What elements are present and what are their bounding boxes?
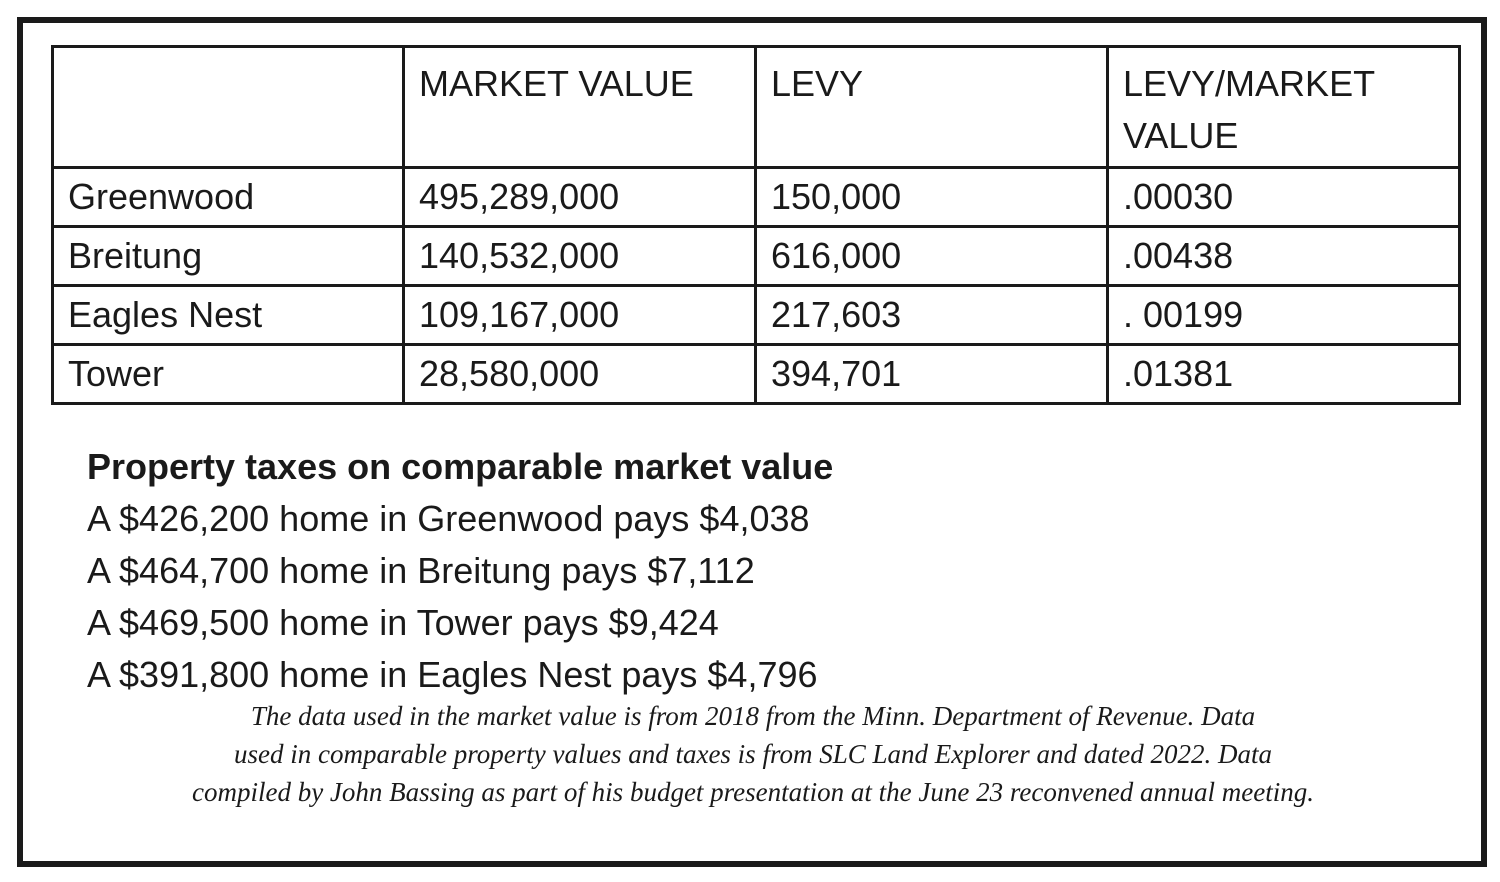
cell-market-value: 109,167,000 (404, 286, 756, 345)
graphic-frame (17, 17, 1487, 867)
cell-ratio: . 00199 (1108, 286, 1460, 345)
cell-levy: 616,000 (756, 227, 1108, 286)
cell-levy: 394,701 (756, 345, 1108, 404)
cell-levy: 150,000 (756, 168, 1108, 227)
cell-levy: 217,603 (756, 286, 1108, 345)
property-tax-summary (87, 441, 833, 701)
levy-table (51, 45, 1461, 405)
header-cell-levy: LEVY (756, 47, 1108, 168)
table-row-breitung (53, 227, 1460, 286)
cell-name: Eagles Nest (53, 286, 404, 345)
cell-market-value: 495,289,000 (404, 168, 756, 227)
cell-name: Tower (53, 345, 404, 404)
cell-market-value: 140,532,000 (404, 227, 756, 286)
table-row-greenwood (53, 168, 1460, 227)
summary-line-greenwood: A $426,200 home in Greenwood pays $4,038 (87, 498, 810, 539)
header-cell-levy-market-value: LEVY/MARKET VALUE (1108, 47, 1460, 168)
levy-table-container (51, 45, 1461, 405)
source-note-line: The data used in the market value is from 2018 from the Minn. Department of Revenue. Data (250, 701, 1256, 731)
summary-line-breitung: A $464,700 home in Breitung pays $7,112 (87, 550, 755, 591)
source-note (63, 697, 1443, 811)
table-header-row (53, 47, 1460, 168)
cell-ratio: .01381 (1108, 345, 1460, 404)
cell-name: Greenwood (53, 168, 404, 227)
summary-line-tower: A $469,500 home in Tower pays $9,424 (87, 602, 719, 643)
cell-name: Breitung (53, 227, 404, 286)
table-row-eagles-nest (53, 286, 1460, 345)
table-row-tower (53, 345, 1460, 404)
summary-title: Property taxes on comparable market value (87, 446, 834, 487)
source-note-line: compiled by John Bassing as part of his budget presentation at the June 23 reconvened annual meeting. (191, 777, 1315, 807)
cell-ratio: .00030 (1108, 168, 1460, 227)
cell-ratio: .00438 (1108, 227, 1460, 286)
header-cell-township (53, 47, 404, 168)
header-cell-market-value: MARKET VALUE (404, 47, 756, 168)
summary-line-eagles-nest: A $391,800 home in Eagles Nest pays $4,796 (87, 654, 818, 695)
source-note-line: used in comparable property values and taxes is from SLC Land Explorer and dated 2022. Data (234, 739, 1272, 769)
cell-market-value: 28,580,000 (404, 345, 756, 404)
